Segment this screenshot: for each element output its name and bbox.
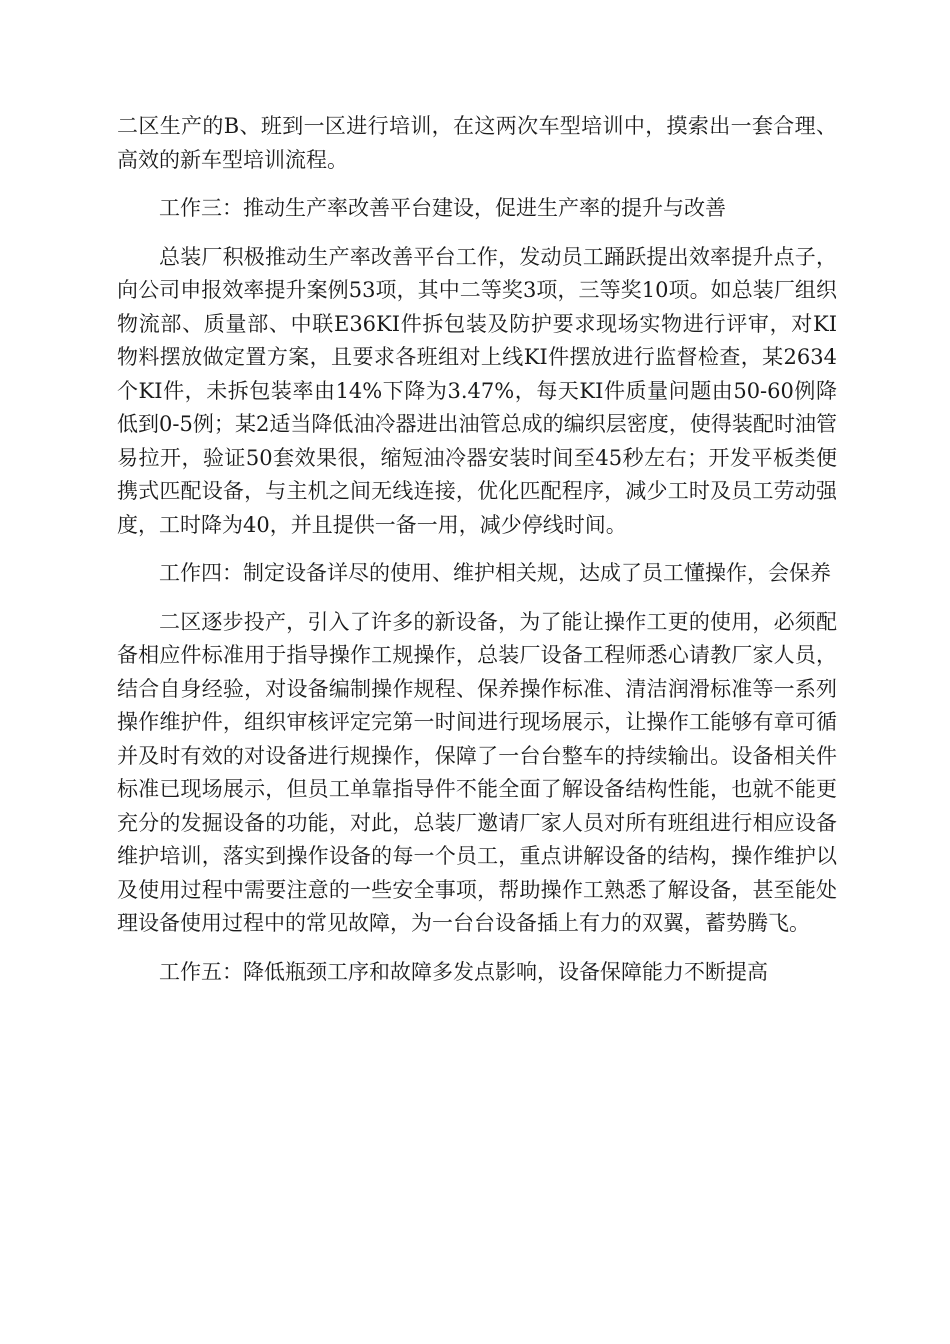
section-heading-work-four: 工作四：制定设备详尽的使用、维护相关规，达成了员工懂操作，会保养: [159, 561, 831, 585]
paragraph-productivity-improvement: 总装厂积极推动生产率改善平台工作，发动员工踊跃提出效率提升点子，向公司申报效率提升案例53项，其中二等奖3项，三等奖10项。如总装厂组织物流部、质量部、中联E36KI件拆包装及防护要求现场实物进行评审，对KI物料摆放做定置方案，且要求各班组对上线KI件摆放进行监督检查，某2634个KI件，未拆包装率由14%下降为3.47%，每天KI件质量问题由50-60例降低到0-5例；某2适当降低油冷器进出油管总成的编织层密度，使得装配时油管易拉开，验证50套效果很，缩短油冷器安装时间至45秒左右；开发平板类便携式匹配设备，与主机之间无线连接，优化匹配程序，减少工时及员工劳动强度，工时降为40，并且提供一备一用，减少停线时间。: [117, 244, 837, 537]
document-page: [117, 110, 837, 989]
section-heading-work-five: 工作五：降低瓶颈工序和故障多发点影响，设备保障能力不断提高: [159, 959, 768, 984]
paragraph-equipment-maintenance: 二区逐步投产，引入了许多的新设备，为了能让操作工更的使用，必须配备相应件标准用于指导操作工规操作，总装厂设备工程师悉心请教厂家人员，结合自身经验，对设备编制操作规程、保养操作标准、清洁润滑标准等一系列操作维护件，组织审核评定完第一时间进行现场展示，让操作工能够有章可循并及时有效的对设备进行规操作，保障了一台台整车的持续输出。设备相关件标准已现场展示，但员工单靠指导件不能全面了解设备结构性能，也就不能更充分的发掘设备的功能，对此，总装厂邀请厂家人员对所有班组进行相应设备维护培训，落实到操作设备的每一个员工，重点讲解设备的结构，操作维护以及使用过程中需要注意的一些安全事项，帮助操作工熟悉了解设备，甚至能处理设备使用过程中的常见故障，为一台台设备插上有力的双翼，蓄势腾飞。: [117, 609, 837, 935]
paragraph-training-intro: 二区生产的B、班到一区进行培训，在这两次车型培训中，摸索出一套合理、高效的新车型培训流程。: [117, 114, 837, 172]
section-heading-work-three: 工作三：推动生产率改善平台建设，促进生产率的提升与改善: [159, 196, 726, 220]
